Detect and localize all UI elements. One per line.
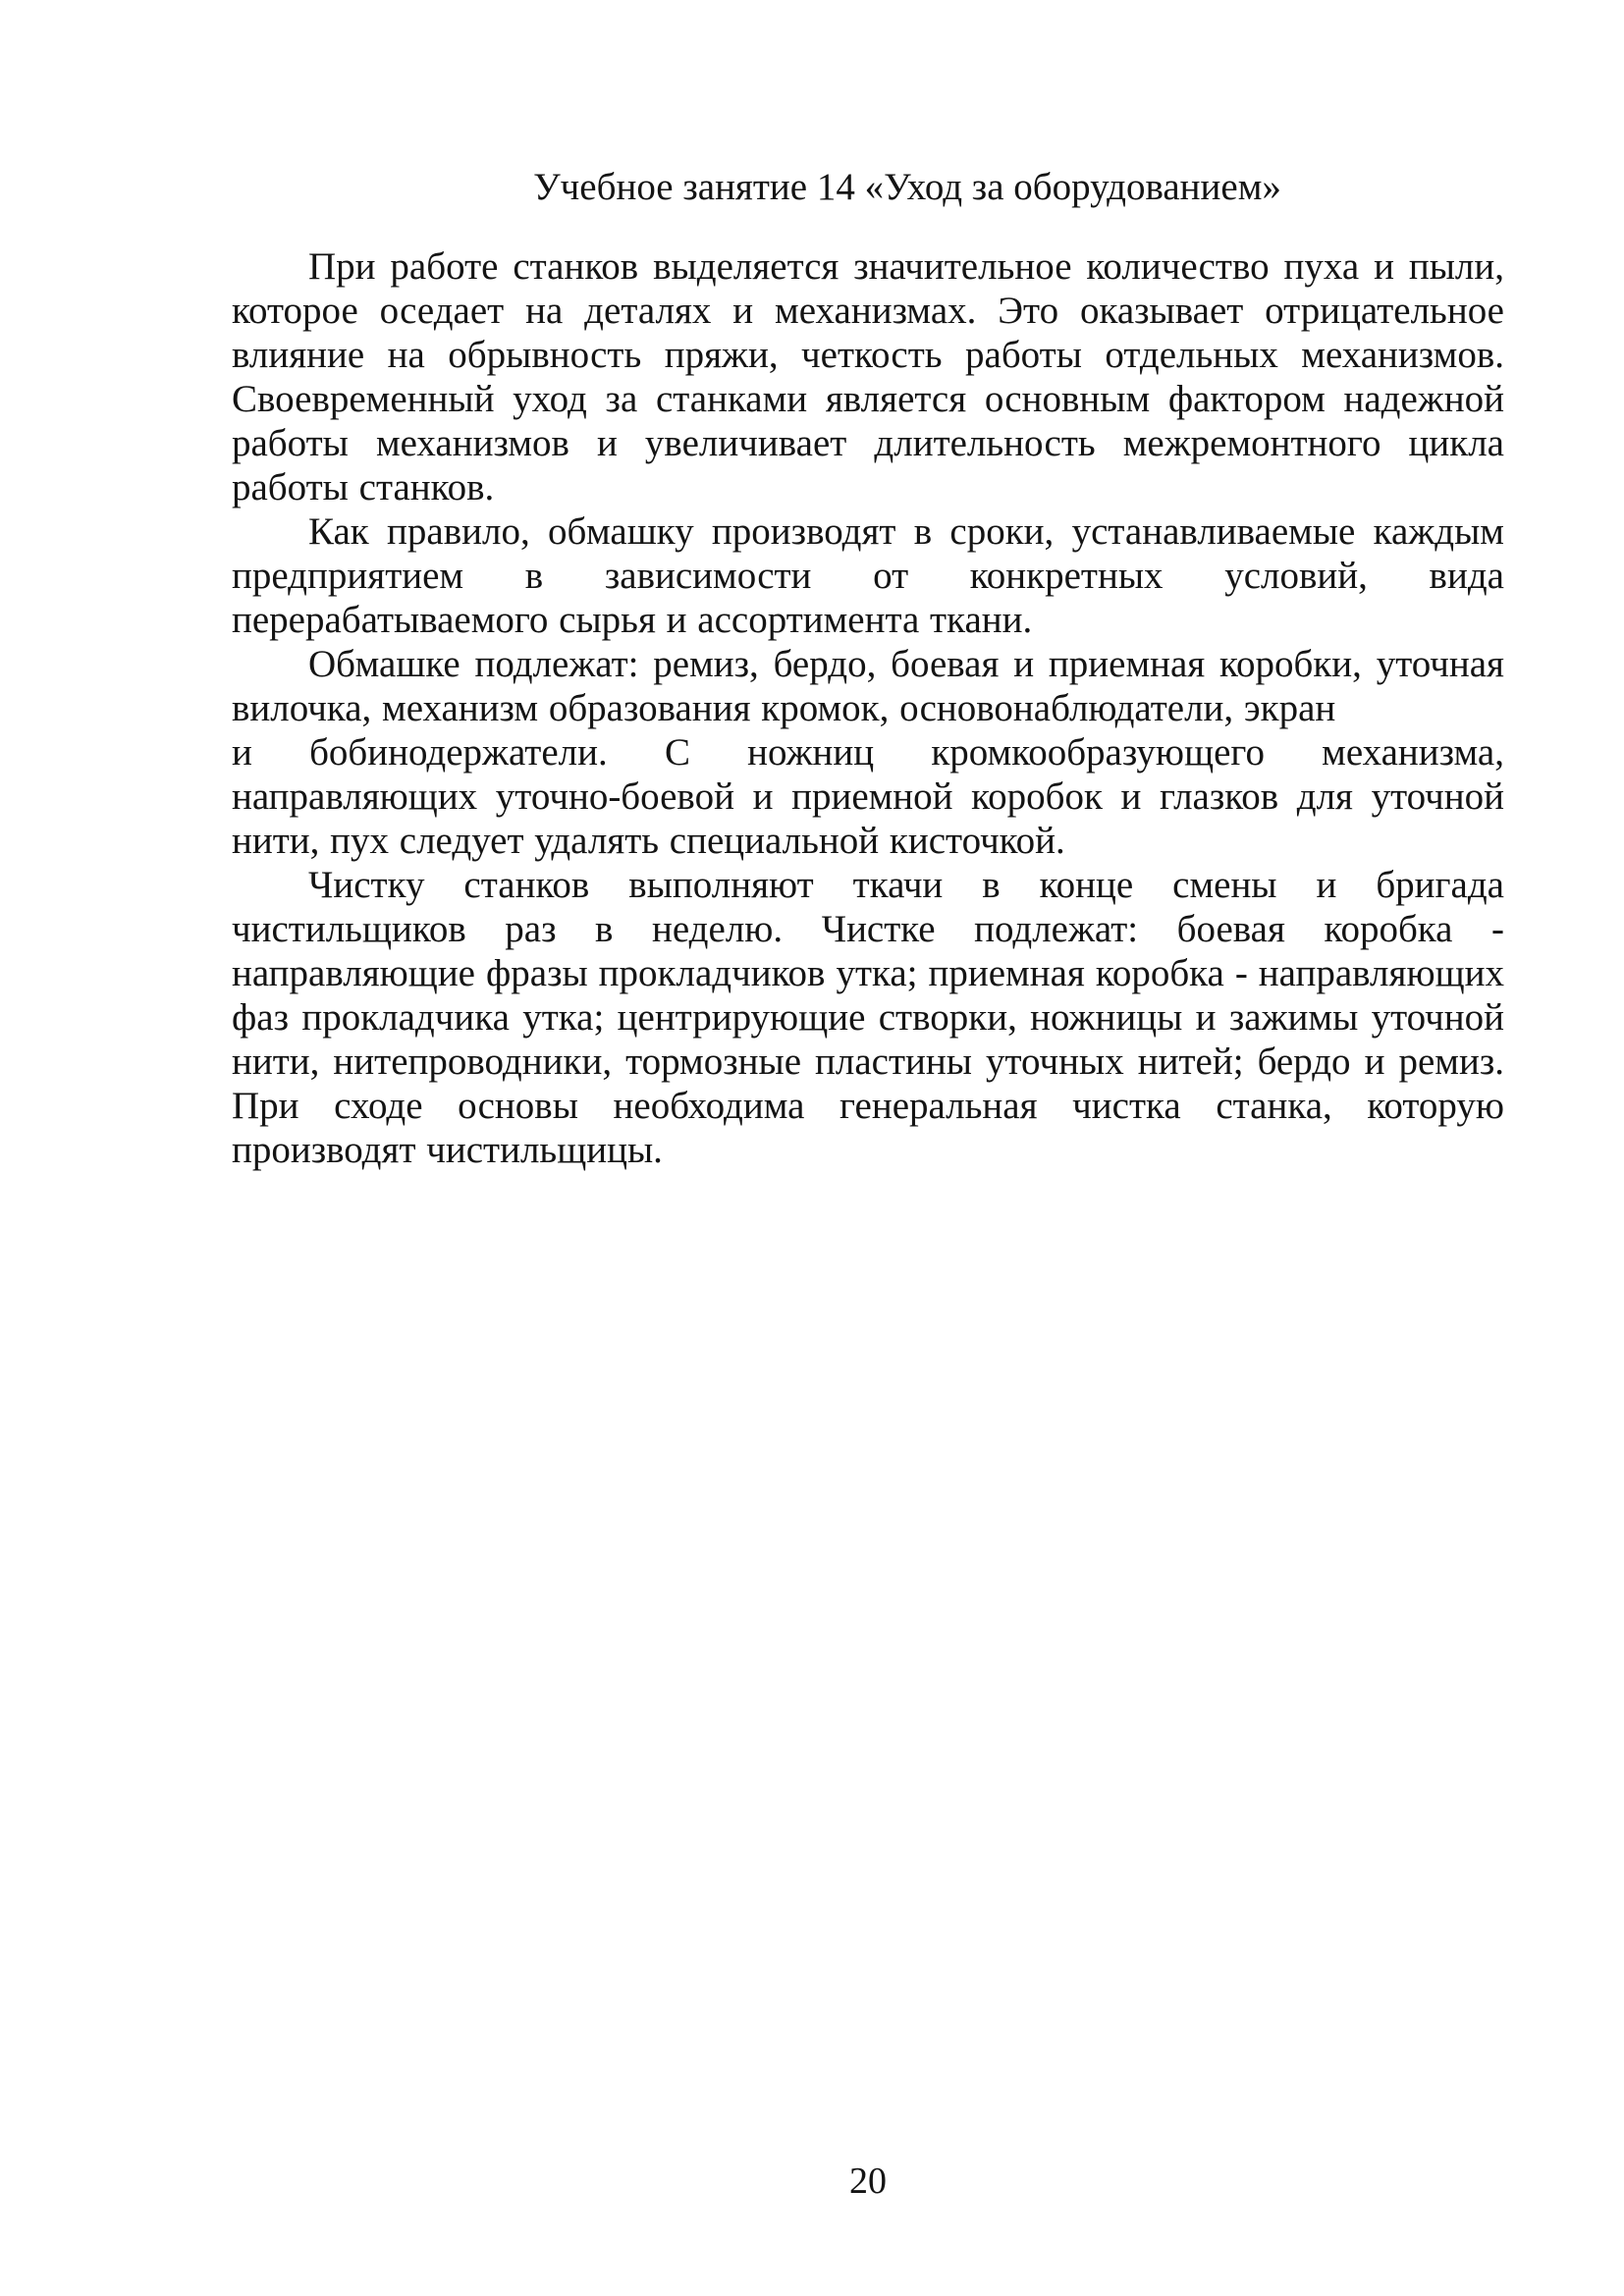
paragraph-text: Чистку станков выполняют ткачи в конце смены и бригада чистильщиков раз в неделю. Чистке подлежат: боевая коробка - направляющие фразы прокладчиков утка; приемная коробка - направляющих фаз прокладчика утка; центрирующие створки, ножницы и зажимы уточной нити, нитепроводники, тормозные пластины уточных нитей; бердо и ремиз. При сходе основы необходима генеральная чистка станка, которую производят чистильщицы. [232,864,1504,1171]
paragraph-cleaning [232,863,1504,1172]
page-number: 20 [849,2161,887,2202]
paragraph-text: При работе станков выделяется значительное количество пуха и пыли, которое оседает на деталях и механизмах. Это оказывает отрицательное влияние на обрывность пряжи, четкость работы отдельных механизмов. Своевременный уход за станками является основным фактором надежной работы механизмов и увеличивает длительность межремонтного цикла работы станков. [232,245,1504,508]
paragraph-dust-influence [232,244,1504,509]
page-title: Учебное занятие 14 «Уход за оборудованием» [533,166,1281,208]
paragraph-text: Как правило, обмашку производят в сроки, устанавливаемые каждым предприятием в зависимости от конкретных условий, вида перерабатываемого сырья и ассортимента ткани. [232,510,1504,641]
text-block [232,165,1504,1172]
paragraph-obmashka-parts [232,642,1504,863]
paragraph-obmashka-terms [232,509,1504,642]
paragraph-text-continuation: и бобинодержатели. С ножниц кромкообразующего механизма, направляющих уточно-боевой и приемной коробок и глазков для уточной нити, пух следует удалять специальной кисточкой. [232,731,1504,862]
paragraph-text: Обмашке подлежат: ремиз, бердо, боевая и приемная коробки, уточная вилочка, механизм образования кромок, основонаблюдатели, экран [232,643,1504,729]
